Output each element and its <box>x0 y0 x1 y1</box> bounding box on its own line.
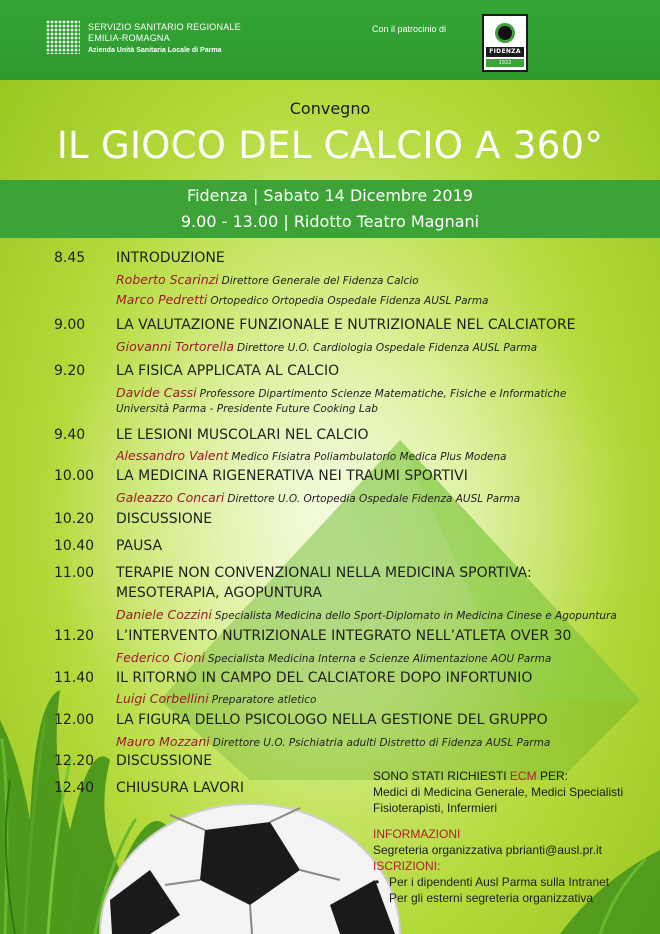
speaker-role: Direttore U.O. Cardiologia Ospedale Fidenza AUSL Parma <box>237 342 538 354</box>
event-time-place: 9.00 - 13.00 | Ridotto Teatro Magnani <box>180 212 480 231</box>
speaker-entry <box>116 691 316 706</box>
program-time: 9.40 <box>54 427 86 443</box>
ecm-intro: SONO STATI RICHIESTI <box>373 769 507 783</box>
program-time: 12.00 <box>54 712 95 728</box>
info-heading: INFORMAZIONI <box>373 827 461 841</box>
speaker-role: Preparatore atletico <box>211 694 317 706</box>
program-time: 12.40 <box>54 780 95 796</box>
ecm-info-box <box>373 768 658 906</box>
program-topic: L’INTERVENTO NUTRIZIONALE INTEGRATO NELL’ATLETA OVER 30 <box>116 628 572 644</box>
speaker-name: Mauro Mozzani <box>116 734 210 749</box>
program-topic: LA VALUTAZIONE FUNZIONALE E NUTRIZIONALE NEL CALCIATORE <box>116 317 576 333</box>
speaker-role: Professore Dipartimento Scienze Matematiche, Fisiche e Informatiche <box>199 388 567 400</box>
program-time: 10.40 <box>54 538 95 554</box>
speaker-name: Alessandro Valent <box>116 448 229 463</box>
ecm-audience-line: Fisioterapisti, Infermieri <box>373 801 498 815</box>
program-topic-continued: MESOTERAPIA, AGOPUNTURA <box>116 585 322 601</box>
program-topic: LA FISICA APPLICATA AL CALCIO <box>116 363 340 379</box>
speaker-name: Daniele Cozzini <box>116 607 212 622</box>
patronage-label: Con il patrocinio di <box>372 24 447 34</box>
registration-item: • Per i dipendenti Ausl Parma sulla Intranet <box>373 874 658 890</box>
program-time: 11.00 <box>54 565 95 581</box>
speaker-name: Luigi Corbellini <box>116 691 209 706</box>
speaker-name: Galeazzo Concari <box>116 490 225 505</box>
program-time: 8.45 <box>54 250 86 266</box>
org-name-line1: SERVIZIO SANITARIO REGIONALE <box>88 22 241 32</box>
speaker-name: Davide Cassi <box>116 385 197 400</box>
registration-list <box>373 874 658 906</box>
speaker-role: Medico Fisiatra Poliambulatorio Medica Plus Modena <box>231 451 507 463</box>
program-topic: DISCUSSIONE <box>116 753 213 769</box>
program-topic: LE LESIONI MUSCOLARI NEL CALCIO <box>116 427 369 443</box>
ecm-badge: ECM <box>509 769 537 783</box>
program-time: 10.00 <box>54 468 95 484</box>
speaker-entry <box>116 490 520 505</box>
program-topic: LA MEDICINA RIGENERATIVA NEI TRAUMI SPORTIVI <box>116 468 468 484</box>
event-kind: Convegno <box>289 99 371 118</box>
ecm-per: PER: <box>539 769 568 783</box>
speaker-entry <box>116 272 419 287</box>
program-topic: IL RITORNO IN CAMPO DEL CALCIATORE DOPO INFORTUNIO <box>116 670 533 686</box>
program-time: 10.20 <box>54 511 95 527</box>
program-time: 12.20 <box>54 753 95 769</box>
program-time: 11.20 <box>54 628 95 644</box>
speaker-name: Marco Pedretti <box>116 292 208 307</box>
org-name-line2: EMILIA-ROMAGNA <box>88 33 170 43</box>
program-topic: TERAPIE NON CONVENZIONALI NELLA MEDICINA SPORTIVA: <box>116 565 532 581</box>
speaker-name: Giovanni Tortorella <box>116 339 235 354</box>
program-topic: LA FIGURA DELLO PSICOLOGO NELLA GESTIONE DEL GRUPPO <box>116 712 548 728</box>
org-name-line3: Azienda Unità Sanitaria Locale di Parma <box>88 47 222 54</box>
program-topic: DISCUSSIONE <box>116 511 213 527</box>
speaker-role: Direttore Generale del Fidenza Calcio <box>221 275 419 287</box>
speaker-role: Direttore U.O. Psichiatria adulti Distretto di Fidenza AUSL Parma <box>212 737 551 749</box>
speaker-role-continued: Università Parma - Presidente Future Cooking Lab <box>116 403 378 415</box>
speaker-role: Ortopedico Ortopedia Ospedale Fidenza AUSL Parma <box>210 295 489 307</box>
speaker-entry <box>116 448 507 463</box>
program-time: 11.40 <box>54 670 95 686</box>
speaker-entry <box>116 385 566 400</box>
program-time: 9.00 <box>54 317 86 333</box>
speaker-role: Specialista Medicina dello Sport-Diplomato in Medicina Cinese e Agopuntura <box>214 610 617 622</box>
registration-item: • Per gli esterni segreteria organizzativa <box>373 890 658 906</box>
program-topic: INTRODUZIONE <box>116 250 225 266</box>
speaker-name: Federico Cioni <box>116 650 205 665</box>
speaker-entry <box>116 650 551 665</box>
speaker-entry <box>116 607 617 622</box>
program-topic: PAUSA <box>116 538 163 554</box>
ecm-audience-line: Medici di Medicina Generale, Medici Specialisti <box>373 785 624 799</box>
speaker-entry <box>116 339 537 354</box>
program-time: 9.20 <box>54 363 86 379</box>
event-date: Fidenza | Sabato 14 Dicembre 2019 <box>187 186 473 205</box>
club-logo-name: FIDENZA <box>486 47 524 57</box>
secretariat-contact: Segreteria organizzativa pbrianti@ausl.pr.it <box>373 843 602 857</box>
ecm-intro-line <box>373 768 658 784</box>
speaker-name: Roberto Scarinzi <box>116 272 219 287</box>
speaker-entry <box>116 734 550 749</box>
club-logo-year: 1922 <box>486 59 524 67</box>
speaker-role: Specialista Medicina Interna e Scienze Alimentazione AOU Parma <box>207 653 552 665</box>
event-title: IL GIOCO DEL CALCIO A 360° <box>56 124 604 167</box>
program-topic: CHIUSURA LAVORI <box>116 780 245 796</box>
speaker-role: Direttore U.O. Ortopedia Ospedale Fidenza AUSL Parma <box>227 493 521 505</box>
registration-heading: ISCRIZIONI: <box>373 859 441 873</box>
speaker-entry <box>116 292 489 307</box>
